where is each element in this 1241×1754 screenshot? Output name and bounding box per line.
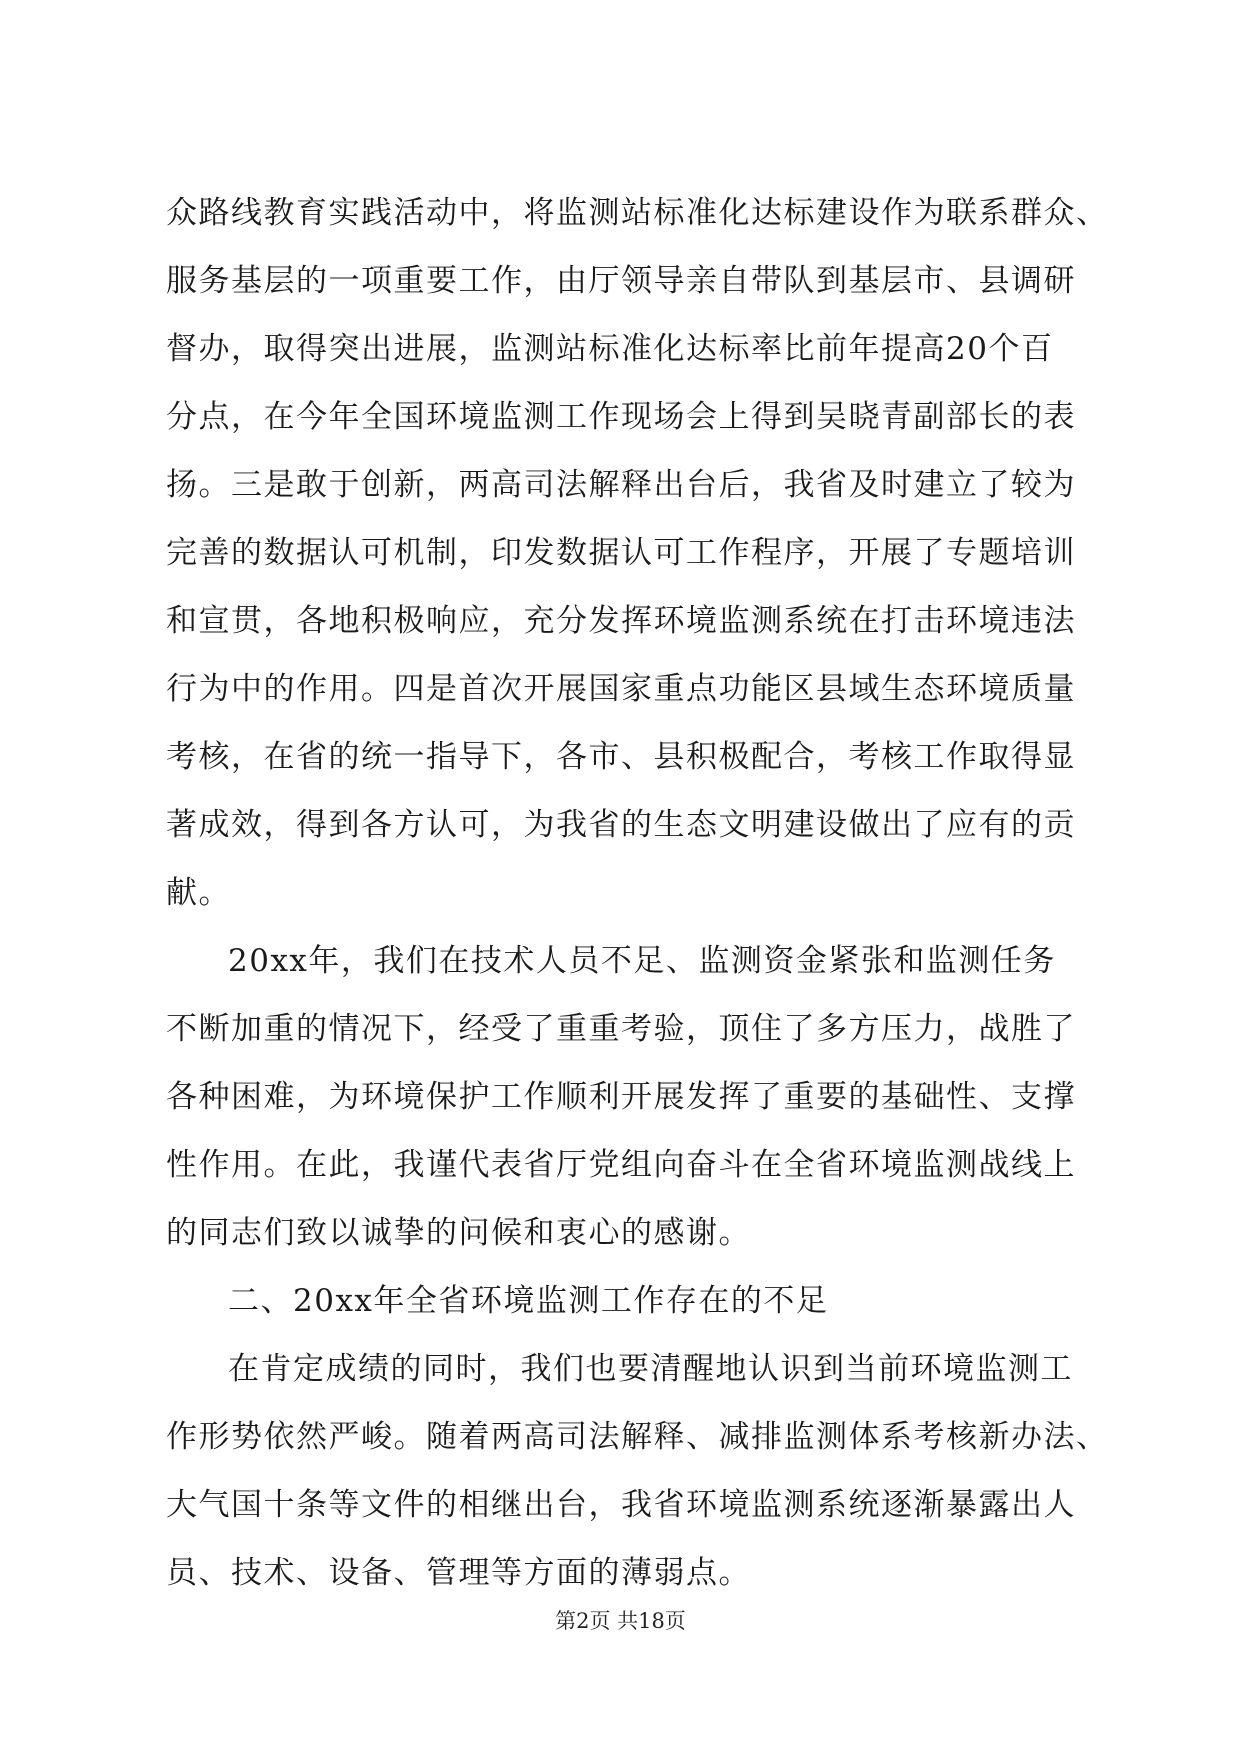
text-line: 员、技术、设备、管理等方面的薄弱点。 <box>166 1555 751 1591</box>
text-line: 大气国十条等文件的相继出台，我省环境监测系统逐渐暴露出人 <box>166 1487 1076 1523</box>
paragraph-start-line: 在肯定成绩的同时，我们也要清醒地认识到当前环境监测工 <box>228 1351 1073 1387</box>
text-line: 著成效，得到各方认可，为我省的生态文明建设做出了应有的贡 <box>166 807 1076 843</box>
text-line: 性作用。在此，我谨代表省厅党组向奋斗在全省环境监测战线上 <box>166 1147 1076 1183</box>
text-line: 的同志们致以诚挚的问候和衷心的感谢。 <box>166 1215 751 1251</box>
text-line: 各种困难，为环境保护工作顺利开展发挥了重要的基础性、支撑 <box>166 1079 1076 1115</box>
text-line: 督办，取得突出进展，监测站标准化达标率比前年提高20个百 <box>166 331 1054 367</box>
text-line: 考核，在省的统一指导下，各市、县积极配合，考核工作取得显 <box>166 739 1076 775</box>
text-line: 完善的数据认可机制，印发数据认可工作程序，开展了专题培训 <box>166 535 1076 571</box>
text-line: 众路线教育实践活动中，将监测站标准化达标建设作为联系群众、 <box>166 195 1109 231</box>
text-line: 作形势依然严峻。随着两高司法解释、减排监测体系考核新办法、 <box>166 1419 1109 1455</box>
text-line: 服务基层的一项重要工作，由厅领导亲自带队到基层市、县调研 <box>166 263 1076 299</box>
text-line: 献。 <box>166 875 231 911</box>
page-number-footer: 第2页 共18页 <box>555 1609 686 1633</box>
text-line: 不断加重的情况下，经受了重重考验，顶住了多方压力，战胜了 <box>166 1011 1076 1047</box>
paragraph-start-line: 20xx年，我们在技术人员不足、监测资金紧张和监测任务 <box>228 943 1056 979</box>
text-line: 行为中的作用。四是首次开展国家重点功能区县域生态环境质量 <box>166 671 1076 707</box>
text-line: 分点，在今年全国环境监测工作现场会上得到吴晓青副部长的表 <box>166 399 1076 435</box>
section-heading: 二、20xx年全省环境监测工作存在的不足 <box>228 1283 829 1319</box>
text-line: 和宣贯，各地积极响应，充分发挥环境监测系统在打击环境违法 <box>166 603 1076 639</box>
text-line: 扬。三是敢于创新，两高司法解释出台后，我省及时建立了较为 <box>166 467 1076 503</box>
